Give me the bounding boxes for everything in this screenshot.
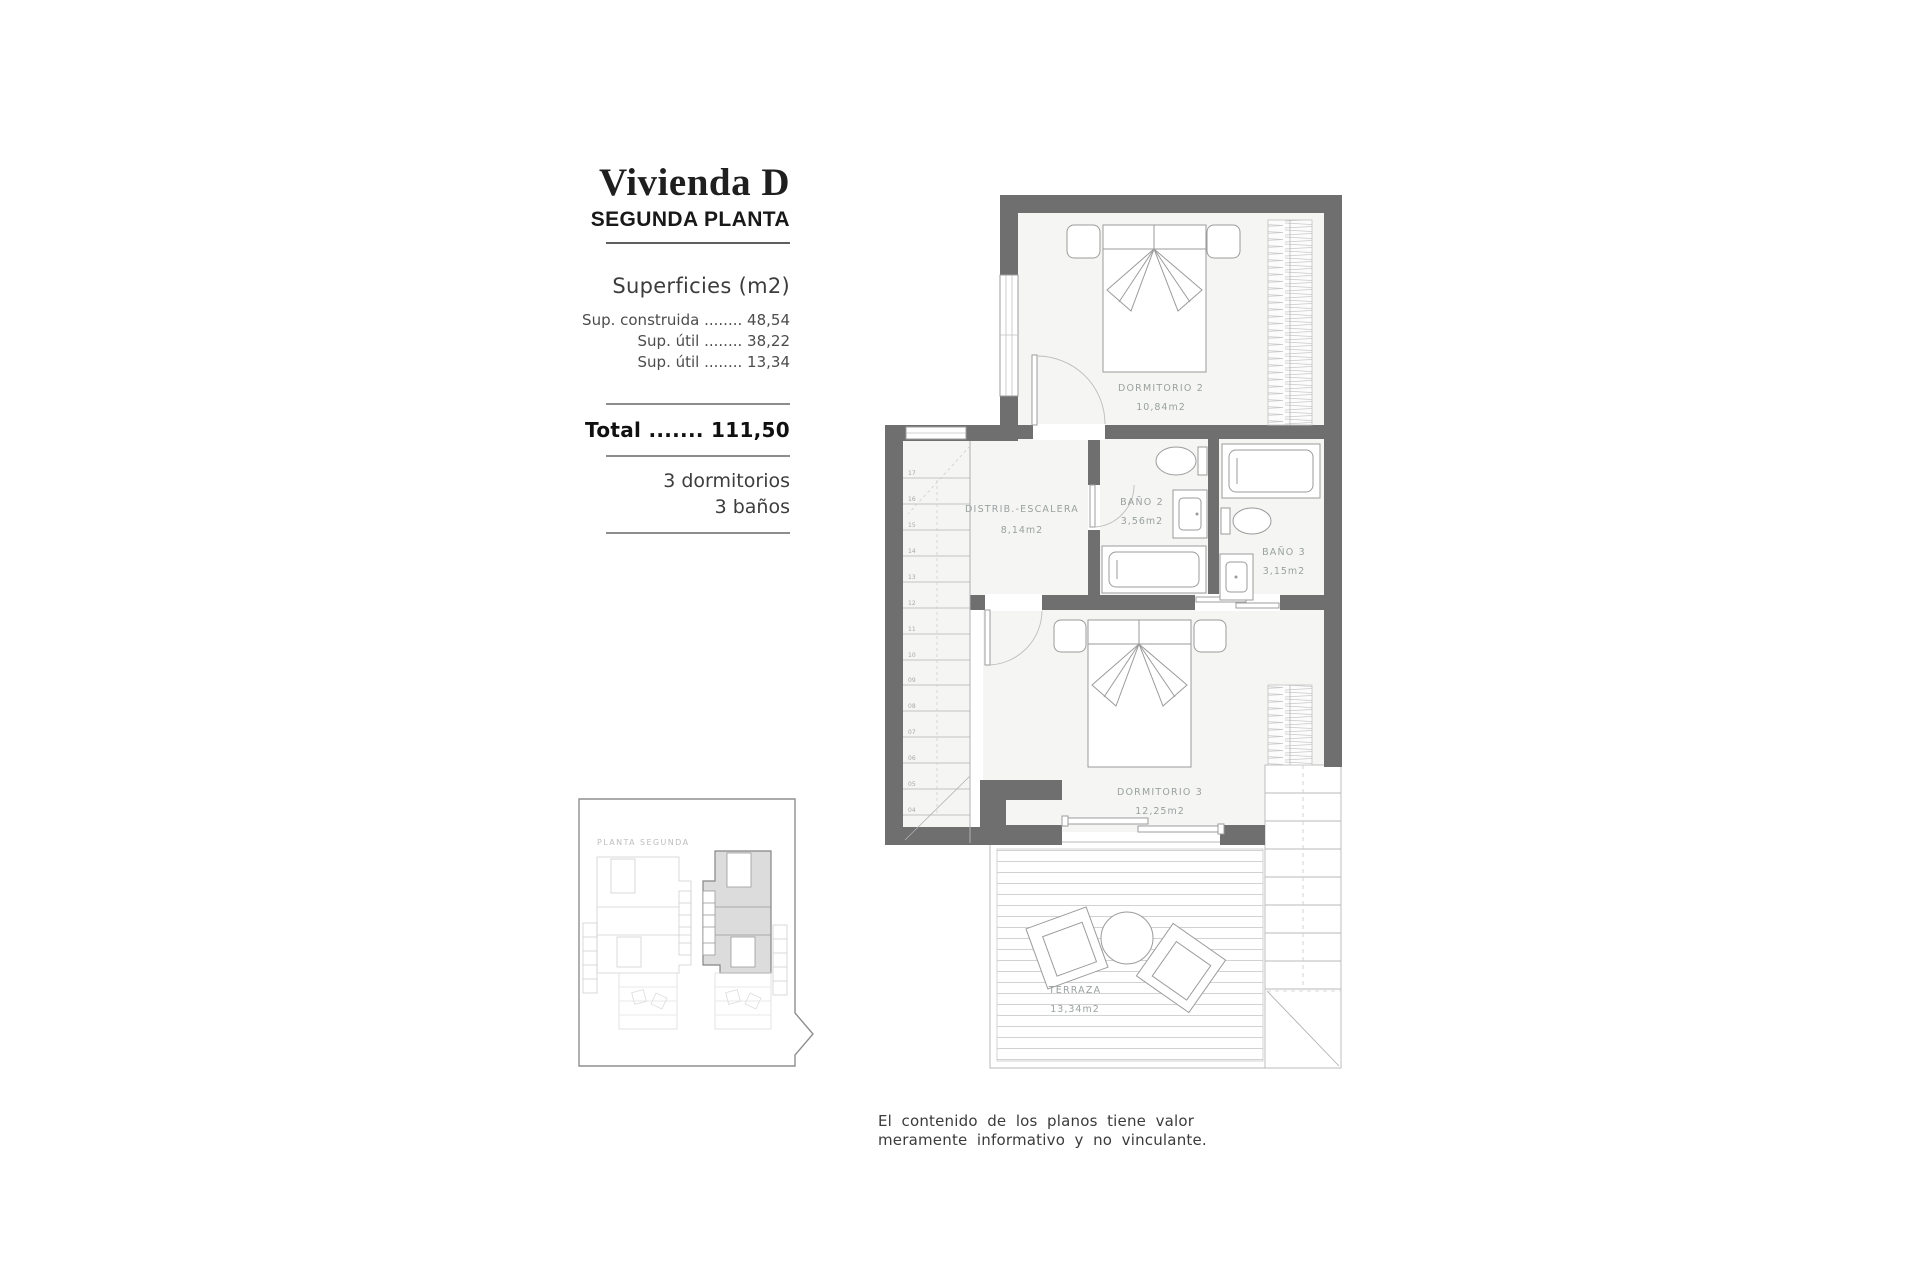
stair-number: 12 <box>908 600 916 607</box>
surface-row <box>420 331 790 352</box>
stair-number: 05 <box>908 781 916 788</box>
toilet-icon <box>1156 447 1207 475</box>
stair-number: 17 <box>908 470 916 477</box>
disclaimer <box>878 1112 1208 1150</box>
disclaimer-line: meramente informativo y no vinculante. <box>878 1131 1207 1149</box>
main-floor-plan <box>870 180 1400 1090</box>
dots: ........ <box>704 352 743 371</box>
divider <box>606 242 790 244</box>
total-row <box>420 418 790 442</box>
table-icon <box>1101 912 1153 964</box>
key-plan <box>575 795 820 1073</box>
surfaces-heading: Superficies (m2) <box>612 273 790 298</box>
bathtub-icon <box>1222 444 1320 498</box>
divider <box>606 403 790 405</box>
bathtub-icon <box>1102 546 1206 593</box>
window-icon <box>906 427 966 439</box>
room-label: BAÑO 3 <box>1262 547 1306 558</box>
nightstand-icon <box>1207 225 1240 258</box>
feature-item: 3 baños <box>714 495 790 518</box>
surface-label: Sup. útil <box>637 352 700 371</box>
stair-number: 06 <box>908 755 916 762</box>
nightstand-icon <box>1054 620 1086 652</box>
stair-number: 13 <box>908 574 916 581</box>
dots: ........ <box>704 310 743 329</box>
surface-label: Sup. construida <box>582 310 700 329</box>
stair-number: 04 <box>908 807 916 814</box>
surface-row <box>420 310 790 331</box>
total-value: 111,50 <box>711 417 790 442</box>
page-subtitle: SEGUNDA PLANTA <box>590 207 790 231</box>
room-area: 12,25m2 <box>1135 806 1185 817</box>
divider <box>606 455 790 457</box>
sink-icon <box>1173 490 1207 538</box>
dots: ....... <box>648 417 704 442</box>
surface-value: 48,54 <box>747 310 790 329</box>
dots: ........ <box>704 331 743 350</box>
surface-value: 38,22 <box>747 331 790 350</box>
exterior-stairs <box>1265 765 1341 1068</box>
window-icon <box>1000 275 1018 396</box>
nightstand-icon <box>1067 225 1100 258</box>
surface-rows <box>420 310 790 373</box>
total-label: Total <box>585 417 642 442</box>
room-area: 3,15m2 <box>1262 566 1306 577</box>
stair-number: 09 <box>908 677 916 684</box>
page-title: Vivienda D <box>599 161 790 204</box>
stair-number: 11 <box>908 626 916 633</box>
info-panel <box>420 163 790 534</box>
room-area: 3,56m2 <box>1120 516 1164 527</box>
wardrobe-icon <box>1268 220 1312 425</box>
stair-number: 15 <box>908 522 916 529</box>
key-plan-label: PLANTA SEGUNDA <box>597 838 690 847</box>
room-label: DISTRIB.-ESCALERA <box>965 504 1079 515</box>
sink-icon <box>1220 554 1253 600</box>
room-label: DORMITORIO 2 <box>1117 383 1205 394</box>
room-label: BAÑO 2 <box>1120 497 1164 508</box>
surface-row <box>420 352 790 373</box>
disclaimer-line: El contenido de los planos tiene valor <box>878 1112 1195 1130</box>
nightstand-icon <box>1194 620 1226 652</box>
room-area: 10,84m2 <box>1136 402 1186 413</box>
room-label: TERRAZA <box>1048 985 1102 996</box>
toilet-icon <box>1221 508 1271 534</box>
divider <box>606 532 790 534</box>
room-label: DORMITORIO 3 <box>1116 787 1204 798</box>
stair-number: 08 <box>908 703 916 710</box>
features <box>420 468 790 520</box>
feature-item: 3 dormitorios <box>663 469 790 492</box>
door-opening <box>985 594 1042 611</box>
wardrobe-icon <box>1268 685 1312 765</box>
stair-number: 10 <box>908 652 916 659</box>
room-area: 8,14m2 <box>1000 525 1044 536</box>
room-area: 13,34m2 <box>1050 1004 1100 1015</box>
stair-number: 07 <box>908 729 916 736</box>
surface-label: Sup. útil <box>637 331 700 350</box>
door-opening <box>1033 424 1105 440</box>
stair-number: 16 <box>908 496 916 503</box>
stair-number: 14 <box>908 548 916 555</box>
surface-value: 13,34 <box>747 352 790 371</box>
